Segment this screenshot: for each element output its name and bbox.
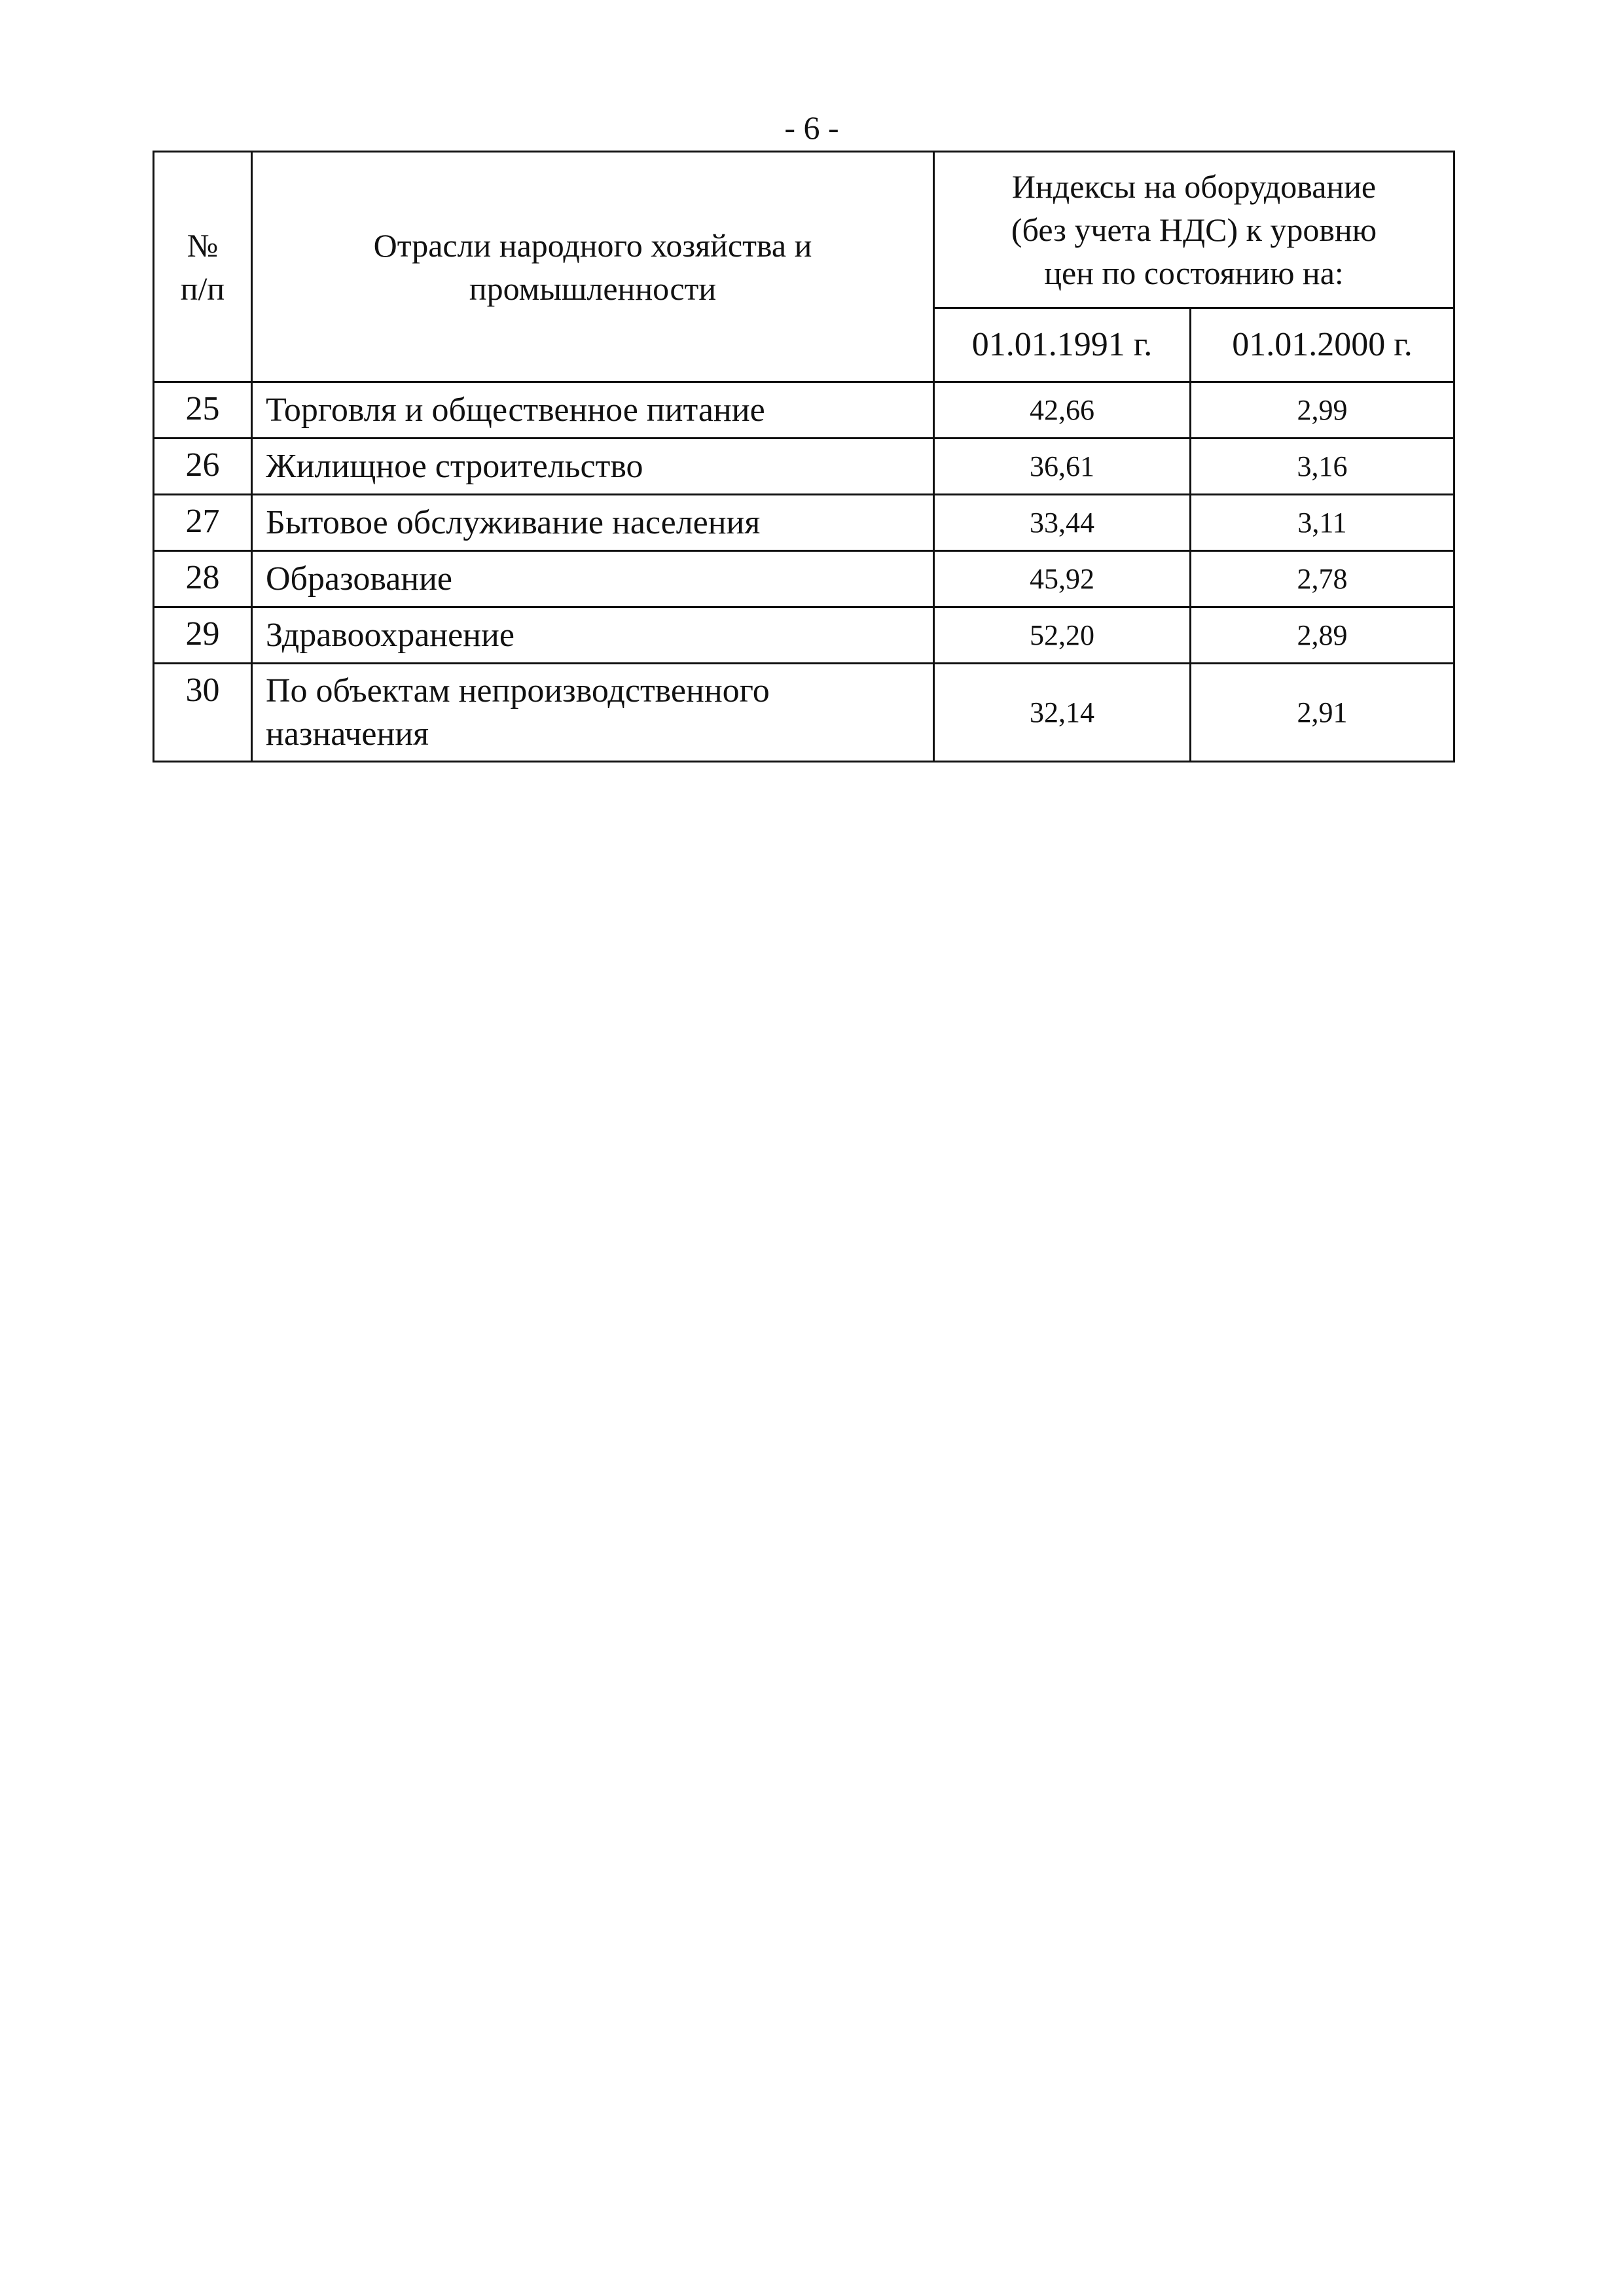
header-date-2000: 01.01.2000 г. (1191, 308, 1454, 382)
header-index (934, 152, 1454, 308)
row-num: 25 (154, 382, 252, 439)
table-row (154, 607, 1454, 664)
header-index-line2: (без учета НДС) к уровню (1011, 211, 1377, 248)
row-value-1991: 52,20 (934, 607, 1191, 664)
row-num: 28 (154, 551, 252, 607)
row-value-2000: 3,16 (1191, 439, 1454, 495)
row-value-2000: 2,89 (1191, 607, 1454, 664)
row-name-line1: Образование (266, 560, 453, 598)
table-row (154, 495, 1454, 551)
table-row (154, 664, 1454, 762)
row-value-2000: 2,99 (1191, 382, 1454, 439)
row-name (252, 551, 934, 607)
row-name (252, 439, 934, 495)
row-name-line2: назначения (266, 715, 429, 753)
row-num: 29 (154, 607, 252, 664)
row-name (252, 607, 934, 664)
row-value-1991: 42,66 (934, 382, 1191, 439)
row-value-2000: 2,78 (1191, 551, 1454, 607)
row-value-1991: 45,92 (934, 551, 1191, 607)
row-num: 30 (154, 664, 252, 762)
table-row (154, 382, 1454, 439)
index-table (153, 151, 1455, 762)
header-sector (252, 152, 934, 382)
header-num (154, 152, 252, 382)
row-name (252, 382, 934, 439)
row-name (252, 664, 934, 762)
row-value-1991: 32,14 (934, 664, 1191, 762)
header-num-line1: № (187, 226, 219, 264)
row-name (252, 495, 934, 551)
header-date-1991: 01.01.1991 г. (934, 308, 1191, 382)
row-value-1991: 33,44 (934, 495, 1191, 551)
row-name-line1: Бытовое обслуживание населения (266, 503, 761, 541)
row-value-2000: 2,91 (1191, 664, 1454, 762)
table-row (154, 551, 1454, 607)
header-sector-line1: Отрасли народного хозяйства и (373, 226, 812, 264)
header-index-line1: Индексы на оборудование (1011, 168, 1377, 205)
table-row (154, 439, 1454, 495)
page-number: - 6 - (784, 109, 839, 146)
header-sector-line2: промышленности (469, 270, 717, 307)
row-name-line1: Здравоохранение (266, 616, 514, 654)
table-header-row (154, 152, 1454, 308)
row-name-line1: Торговля и общественное питание (266, 391, 765, 429)
header-index-line3: цен по состоянию на: (1044, 255, 1344, 291)
row-name-line1: По объектам непроизводственного (266, 672, 770, 709)
header-num-line2: п/п (180, 270, 225, 307)
row-value-2000: 3,11 (1191, 495, 1454, 551)
row-value-1991: 36,61 (934, 439, 1191, 495)
row-num: 27 (154, 495, 252, 551)
row-name-line1: Жилищное строительство (266, 447, 643, 485)
row-num: 26 (154, 439, 252, 495)
